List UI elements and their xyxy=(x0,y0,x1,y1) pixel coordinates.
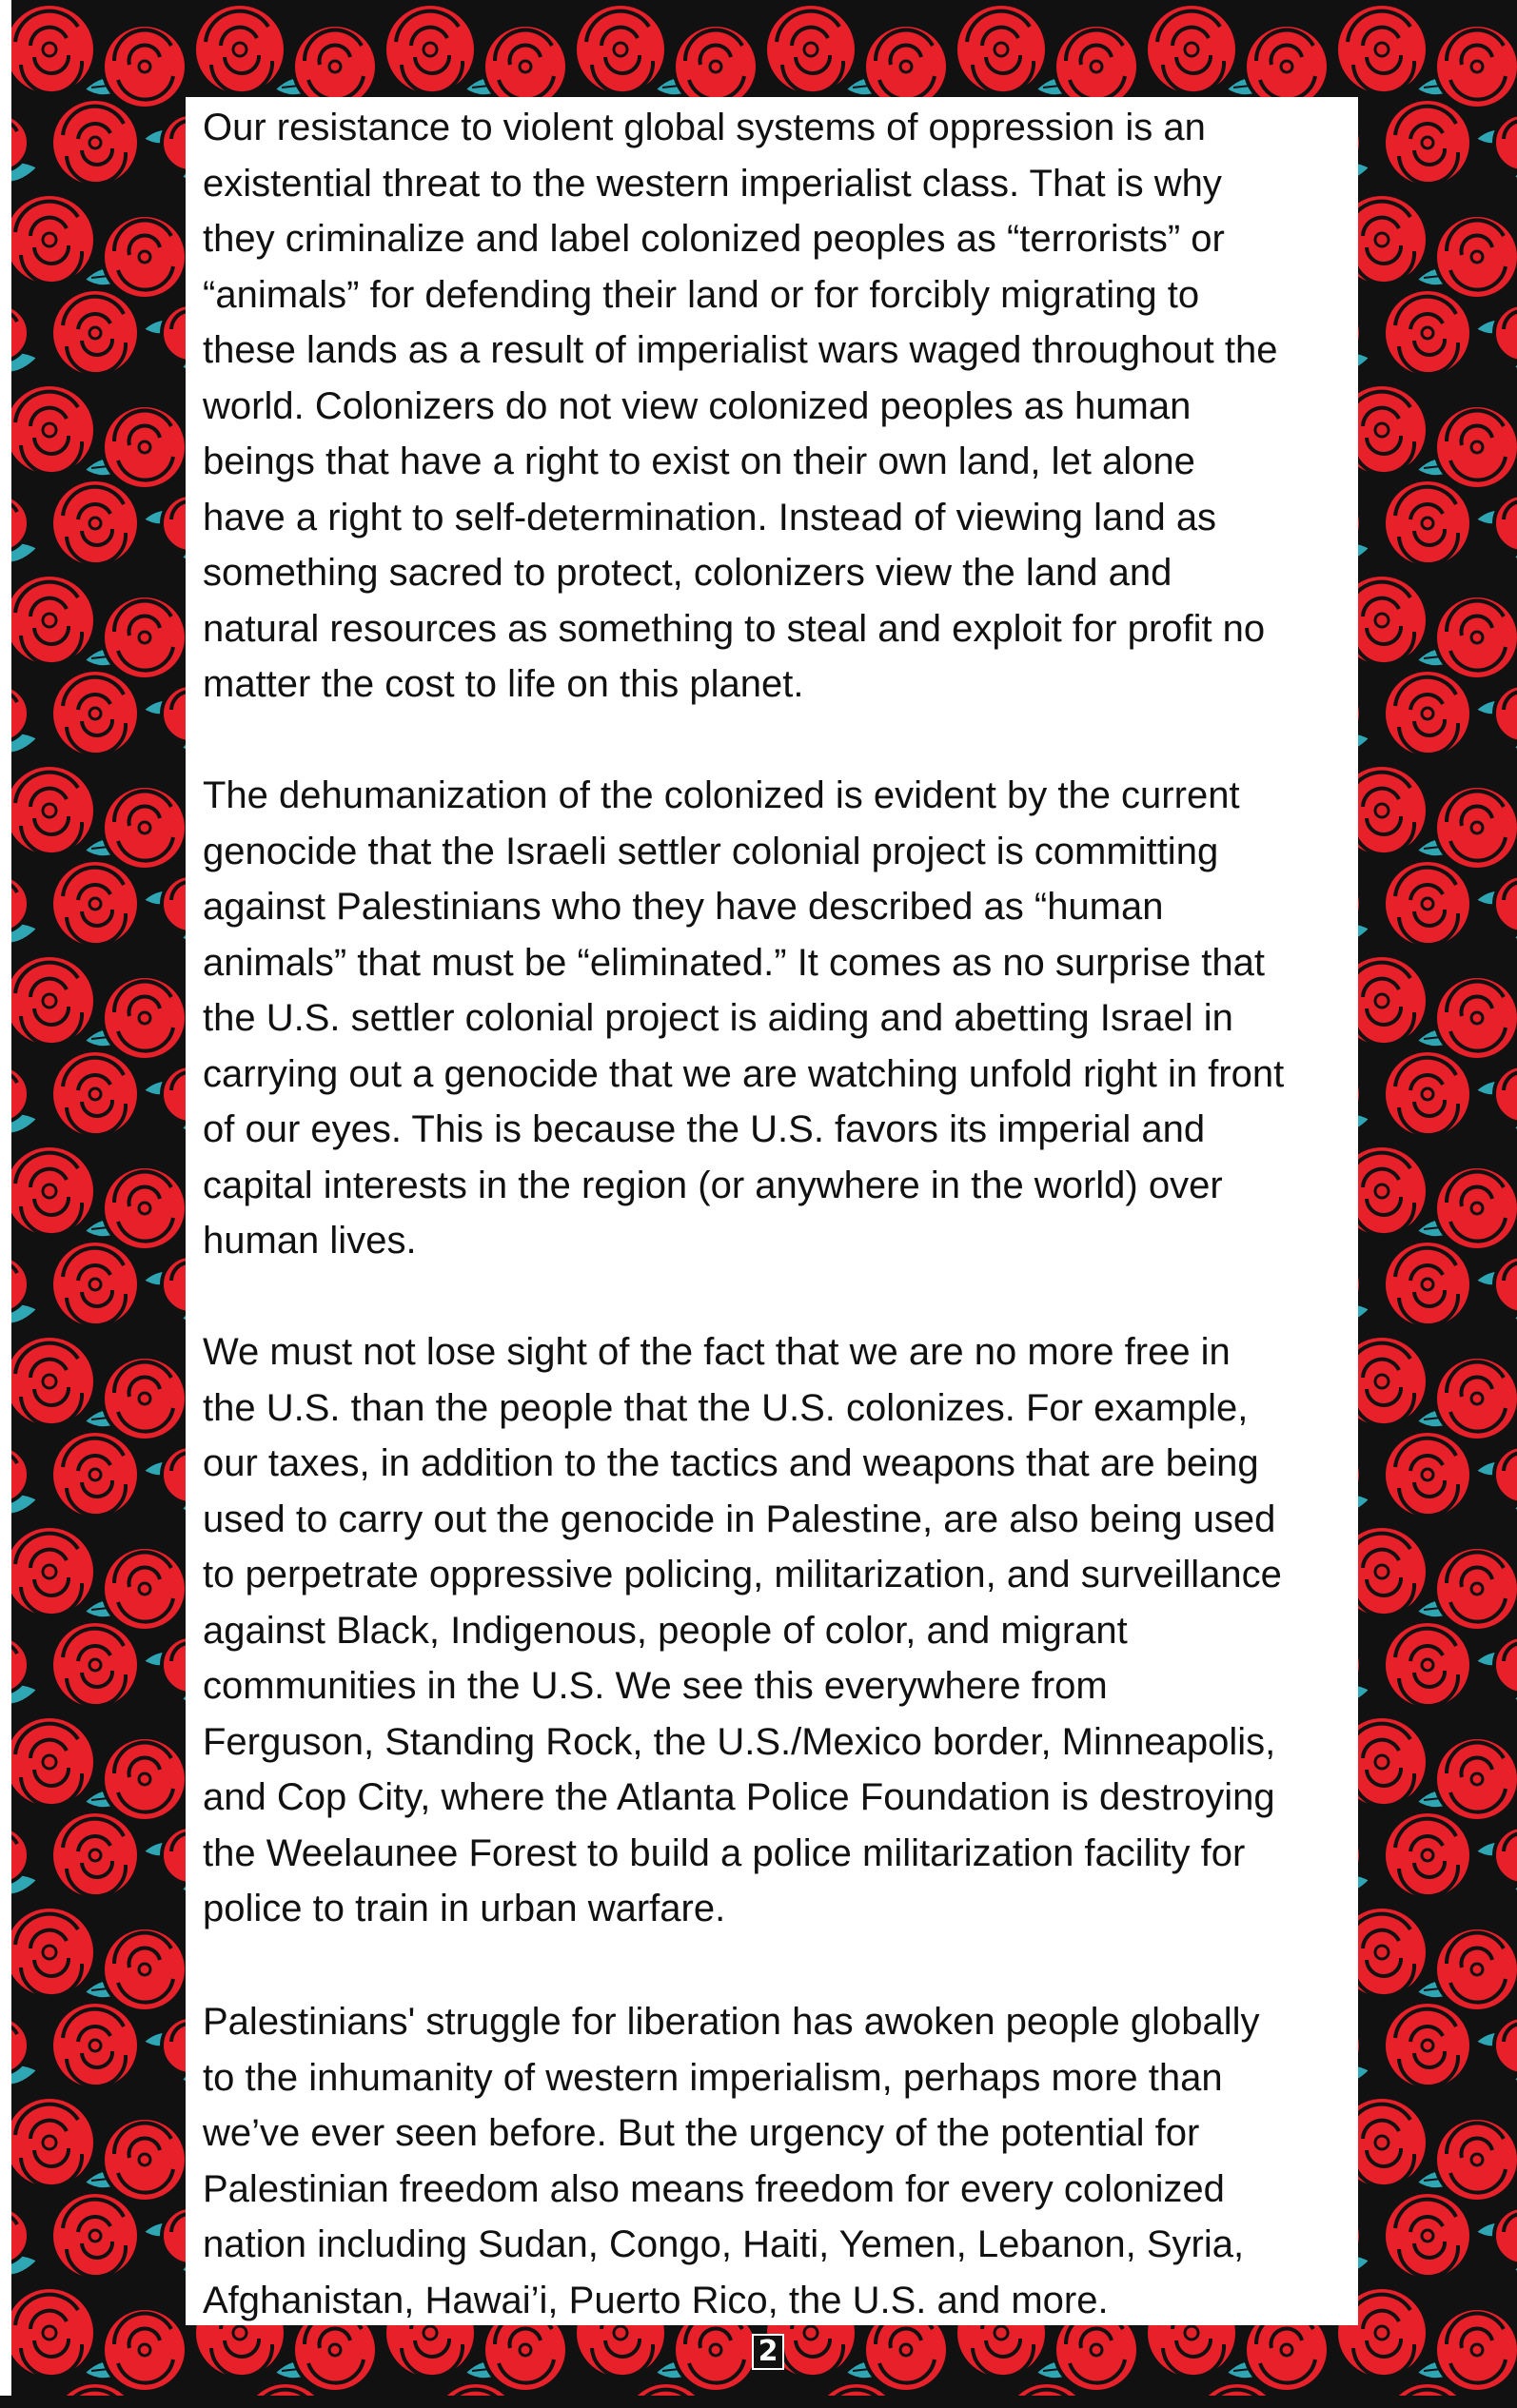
text-line: of our eyes. This is because the U.S. favors its imperial and xyxy=(203,1108,1206,1150)
text-line: the U.S. settler colonial project is aiding and abetting Israel in xyxy=(203,997,1233,1039)
text-line: against Palestinians who they have described as “human xyxy=(203,886,1164,928)
text-line: these lands as a result of imperialist wars waged throughout the xyxy=(203,329,1278,371)
text-line: we’ve ever seen before. But the urgency of the potential for xyxy=(203,2112,1200,2154)
text-line: something sacred to protect, colonizers view the land and xyxy=(203,552,1172,594)
text-line: capital interests in the region (or anywhere in the world) over xyxy=(203,1164,1223,1206)
text-line: matter the cost to life on this planet. xyxy=(203,663,804,705)
text-line: have a right to self-determination. Instead of viewing land as xyxy=(203,496,1217,538)
text-line: The dehumanization of the colonized is evident by the current xyxy=(203,774,1240,816)
bottom-edge-strip xyxy=(0,2396,1517,2408)
text-line: Palestinians' struggle for liberation has awoken people globally xyxy=(203,2001,1260,2043)
text-line: Ferguson, Standing Rock, the U.S./Mexico border, Minneapolis, xyxy=(203,1720,1276,1763)
text-line: carrying out a genocide that we are watching unfold right in front xyxy=(203,1052,1285,1095)
text-line: Palestinian freedom also means freedom for every colonized xyxy=(203,2167,1225,2210)
paragraph-4 xyxy=(203,1994,1260,2328)
text-line: to the inhumanity of western imperialism, perhaps more than xyxy=(203,2056,1223,2099)
text-line: “animals” for defending their land or for forcibly migrating to xyxy=(203,273,1200,316)
page-number-badge xyxy=(752,2334,784,2370)
text-line: against Black, Indigenous, people of color, and migrant xyxy=(203,1609,1128,1652)
text-line: used to carry out the genocide in Palestine, are also being used xyxy=(203,1498,1276,1540)
text-line: human lives. xyxy=(203,1220,417,1262)
paragraph-3 xyxy=(203,1324,1282,1937)
text-line: our taxes, in addition to the tactics and weapons that are being xyxy=(203,1442,1259,1484)
paragraph-1 xyxy=(203,100,1278,713)
text-line: existential threat to the western imperialist class. That is why xyxy=(203,162,1222,205)
text-line: animals” that must be “eliminated.” It comes as no surprise that xyxy=(203,941,1266,984)
text-line: the U.S. than the people that the U.S. colonizes. For example, xyxy=(203,1386,1249,1429)
text-line: natural resources as something to steal and exploit for profit no xyxy=(203,607,1266,650)
text-line: We must not lose sight of the fact that we are no more free in xyxy=(203,1331,1231,1373)
page-number: 2 xyxy=(758,2335,778,2368)
text-line: world. Colonizers do not view colonized peoples as human xyxy=(203,384,1192,427)
text-line: they criminalize and label colonized peoples as “terrorists” or xyxy=(203,218,1225,260)
text-line: nation including Sudan, Congo, Haiti, Yemen, Lebanon, Syria, xyxy=(203,2223,1245,2265)
text-line: beings that have a right to exist on their own land, let alone xyxy=(203,440,1195,482)
text-panel xyxy=(186,97,1358,2325)
paragraph-2 xyxy=(203,768,1284,1269)
text-line: genocide that the Israeli settler colonial project is committing xyxy=(203,830,1219,872)
text-line: the Weelaunee Forest to build a police militarization facility for xyxy=(203,1831,1246,1874)
text-line: communities in the U.S. We see this everywhere from xyxy=(203,1665,1108,1707)
left-page-margin xyxy=(0,0,11,2408)
text-line: to perpetrate oppressive policing, militarization, and surveillance xyxy=(203,1554,1282,1596)
text-line: police to train in urban warfare. xyxy=(203,1888,726,1929)
text-line: Our resistance to violent global systems of oppression is an xyxy=(203,107,1206,148)
text-line: Afghanistan, Hawai’i, Puerto Rico, the U.S. and more. xyxy=(203,2279,1109,2321)
text-line: and Cop City, where the Atlanta Police Foundation is destroying xyxy=(203,1776,1275,1818)
